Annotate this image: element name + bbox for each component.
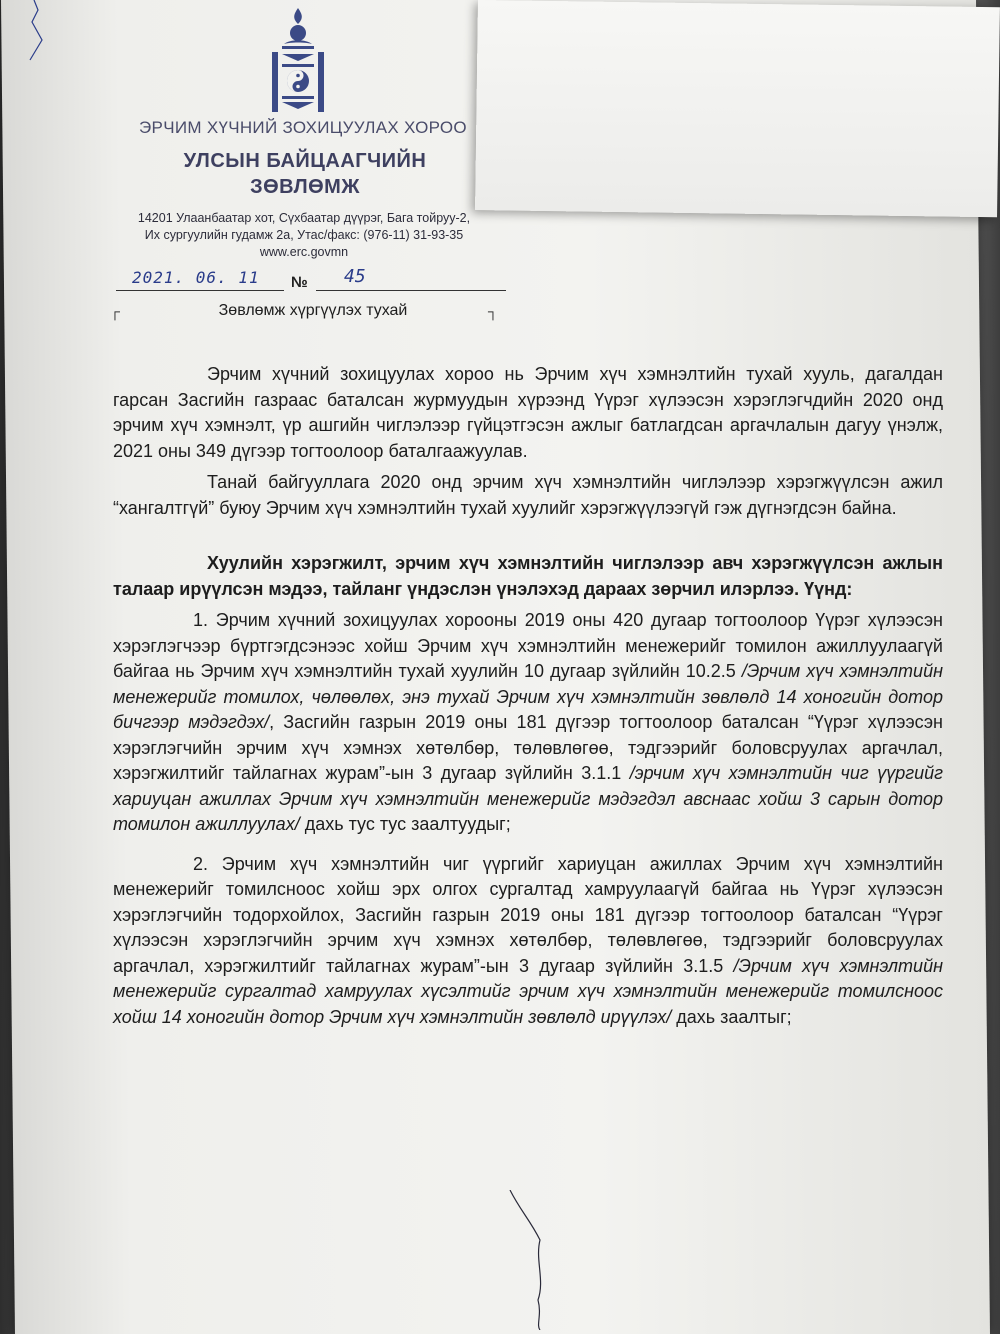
address-block [108, 210, 500, 261]
item1-quote-a: /Эрчим хүч хэмнэлтийн менежерийг томилох, чөлөөлөх, энэ тухай Эрчим хүч хэмнэлтийн зөвлөлд 14 хоногийн дотор бичгээр мэдэгдэх/ [113, 661, 943, 732]
organization-name: ЭРЧИМ ХҮЧНИЙ ЗОХИЦУУЛАХ ХОРОО [139, 118, 467, 137]
handwriting-stroke-icon [500, 1190, 580, 1330]
address-line2: Их сургуулийн гудамж 2а, Утас/факс: (976-11) 31-93-35 [144, 228, 464, 242]
paragraph-2: Танай байгууллага 2020 онд эрчим хүч хэмнэлтийн чиглэлээр хэрэгжүүлсэн ажил “хангалтгүй” буюу Эрчим хүч хэмнэлтийн тухай хуулийг хэрэгжүүлээгүй гэж дүгнэгдсэн байна. [113, 472, 943, 518]
office-title [170, 148, 440, 200]
item2-quote: /Эрчим хүч хэмнэлтийн менежерийг сургалтад хамруулах хүсэлтийг эрчим хүч хэмнэлтийн менежерийг томилсноос хойш 14 хоногийн дотор Эрчим хүч хэмнэлтийн зөвлөлд ирүүлэх/ [113, 955, 943, 1027]
date-underline [116, 290, 284, 291]
corner-mark-right: ┐ [488, 303, 498, 319]
item2-text-b: дахь заалтыг; [671, 1006, 792, 1027]
number-label: № [291, 274, 308, 291]
corner-mark-left: ┌ [110, 303, 120, 319]
website: www.erc.govmn [259, 245, 349, 259]
soyombo-emblem-icon [268, 6, 328, 114]
date-number-line [116, 268, 506, 294]
item1-text-c: дахь тус тус заалтуудыг; [299, 814, 511, 834]
document-subject: Зөвлөмж хүргүүлэх тухай [218, 302, 408, 319]
paragraph-findings-intro: Хуулийн хэрэгжилт, эрчим хүч хэмнэлтийн чиглэлээр авч хэрэгжүүлсэн ажлын талаар ирүүлсэн мэдээ, тайланг үндэслэн үнэлэхэд дараах зөрчил илэрлээ. Үүнд: [113, 553, 943, 599]
item1-quote-b: /эрчим хүч хэмнэлтийн чиг үүргийг хариуцан ажиллах Эрчим хүч хэмнэлтийн менежерийг мэдэгдэл авснаас хойш 3 сарын дотор томилон ажиллуулах/ [113, 763, 943, 834]
document-body [113, 362, 943, 1030]
finding-item-2 [113, 852, 943, 1031]
pen-mark-icon [12, 0, 52, 70]
finding-item-1 [113, 608, 943, 838]
number-underline [316, 290, 506, 291]
item2-text-a: 2. Эрчим хүч хэмнэлтийн чиг үүргийг хариуцан ажиллах Эрчим хүч хэмнэлтийн менежерийг томилсноос хойш эрх олгох сургалтад хамруулаагүй байгаа нь Үүрэг хүлээсэн хэрэглэгчийн тодорхойлох, Засгийн газрын 2019 оны 181 дүгээр тогтоолоор баталсан “Үүрэг хүлээсэн хэрэглэгчийн эрчим хүч хэмнэх хөтөлбөр, төлөвлөгөө, тэдгээрийг боловсруулах аргачлал, хэрэгжилтийг тайлагнах журам”-ын 3 дугаар зүйлийн 3.1.5 [113, 853, 943, 976]
document-date: 2021. 06. 11 [132, 268, 260, 287]
item1-text-b: , Засгийн газрын 2019 оны 181 дүгээр тогтоолоор баталсан “Үүрэг хүлээсэн хэрэглэгчийн эрчим хүч хэмнэх хөтөлбөр, төлөвлөгөө, тэдгээрийг боловсруулах аргачлал, хэрэгжилтийг тайлагнах журам”-ын 3 дугаар зүйлийн 3.1.1 [113, 712, 943, 783]
office-title-line1: УЛСЫН БАЙЦААГЧИЙН [183, 150, 427, 172]
office-title-line2: ЗӨВЛӨМЖ [250, 176, 360, 198]
overlapping-sheet [475, 0, 1000, 217]
item1-text-a: 1. Эрчим хүчний зохицуулах хорооны 2019 оны 420 дугаар тогтоолоор Үүрэг хүлээсэн хэрэглэгчээр бүртгэгдсэнээс хойш Эрчим хүч хэмнэлтийн менежерийг томилон ажиллуулаагүй байгаа нь Эрчим хүч хэмнэлтийн тухай хуулийн 10 дугаар зүйлийн 10.2.5 [113, 610, 943, 681]
address-line1: 14201 Улаанбаатар хот, Сүхбаатар дүүрэг, Бага тойруу-2, [137, 211, 471, 225]
paragraph-1: Эрчим хүчний зохицуулах хороо нь Эрчим хүч хэмнэлтийн тухай хууль, дагалдан гарсан Засгийн газраас баталсан журмуудын хүрээнд Үүрэг хүлээсэн хэрэглэгчдийн 2020 онд эрчим хүч хэмнэлт, үр ашгийн чиглэлээр гүйцэтгэсэн ажлыг батлагдсан аргачлалын дагуу үнэлж, 2021 оны 349 дүгээр тогтоолоор баталгаажуулав. [113, 364, 943, 461]
document-number: 45 [344, 266, 366, 287]
